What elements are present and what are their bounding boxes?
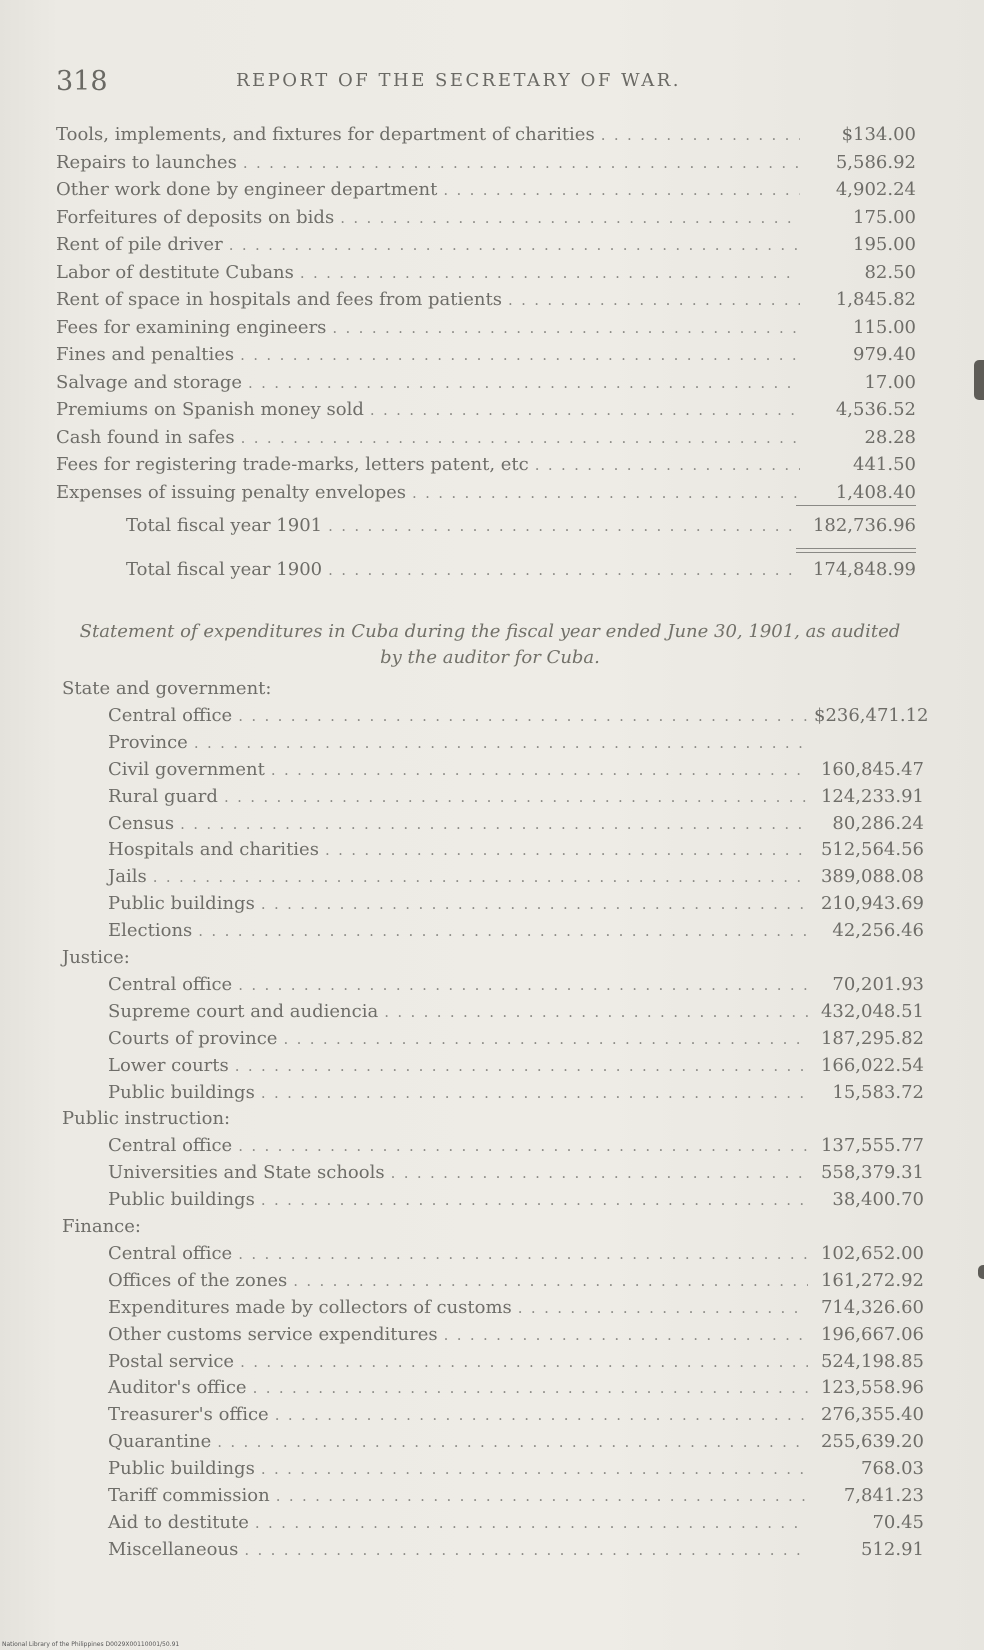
section-heading: Public instruction: bbox=[62, 1108, 231, 1130]
row-label: Expenses of issuing penalty envelopes bbox=[56, 481, 406, 503]
dot-leader bbox=[271, 757, 808, 783]
ledger-row bbox=[108, 784, 924, 810]
row-label: Tools, implements, and fixtures for department of charities bbox=[56, 124, 595, 145]
row-amount: 175.00 bbox=[853, 206, 916, 228]
row-amount: 558,379.31 bbox=[820, 1162, 924, 1184]
row-label: Public buildings bbox=[108, 1081, 255, 1103]
ledger-row bbox=[56, 342, 916, 368]
section-heading: Justice: bbox=[62, 947, 130, 968]
dot-leader bbox=[238, 1241, 808, 1267]
ledger-row bbox=[108, 703, 929, 729]
dot-leader bbox=[180, 811, 808, 837]
row-amount: 389,088.08 bbox=[820, 866, 924, 888]
dot-leader bbox=[261, 1456, 808, 1482]
dot-leader bbox=[229, 232, 800, 258]
row-label: Public buildings bbox=[108, 893, 255, 915]
row-label: Treasurer's office bbox=[108, 1404, 269, 1426]
row-label: Census bbox=[108, 812, 175, 834]
row-amount: 115.00 bbox=[853, 316, 916, 338]
row-label: Supreme court and audiencia bbox=[108, 1000, 379, 1022]
ledger-row bbox=[108, 1510, 924, 1536]
dot-leader bbox=[243, 150, 800, 176]
ledger-row bbox=[108, 1133, 924, 1159]
row-amount: $236,471.12 bbox=[814, 704, 929, 726]
dot-leader bbox=[508, 287, 800, 313]
dot-leader bbox=[253, 1375, 808, 1401]
ledger-row bbox=[108, 757, 924, 783]
row-label: Rent of pile driver bbox=[56, 234, 223, 255]
row-amount: 15,583.72 bbox=[832, 1081, 924, 1103]
row-amount: 441.50 bbox=[853, 454, 916, 475]
ledger-row bbox=[56, 122, 916, 148]
row-amount: 512,564.56 bbox=[820, 839, 924, 861]
row-amount: 7,841.23 bbox=[843, 1485, 924, 1506]
ledger-row bbox=[108, 1026, 924, 1052]
ledger-row bbox=[108, 918, 924, 944]
running-head: REPORT OF THE SECRETARY OF WAR. bbox=[236, 70, 681, 91]
dot-leader bbox=[261, 1187, 808, 1213]
row-label: Cash found in safes bbox=[56, 426, 235, 448]
ledger-row bbox=[108, 1429, 924, 1455]
row-label: Postal service bbox=[108, 1350, 235, 1372]
row-amount: 979.40 bbox=[853, 344, 916, 365]
ledger-row bbox=[126, 557, 916, 583]
row-label: Salvage and storage bbox=[56, 371, 243, 393]
row-amount: 42,256.46 bbox=[832, 920, 924, 942]
table-caption bbox=[60, 619, 920, 671]
ledger-row bbox=[108, 1295, 924, 1321]
row-amount: 166,022.54 bbox=[820, 1054, 924, 1076]
row-amount: 28.28 bbox=[864, 426, 916, 448]
ledger-row bbox=[56, 177, 916, 203]
dot-leader bbox=[235, 1053, 808, 1079]
row-amount: 137,555.77 bbox=[820, 1135, 924, 1157]
row-amount: 210,943.69 bbox=[820, 893, 924, 915]
page-edge-mark bbox=[974, 360, 984, 400]
row-label: Elections bbox=[108, 920, 193, 942]
dot-leader bbox=[194, 730, 808, 756]
row-amount: 768.03 bbox=[861, 1458, 924, 1480]
ledger-row bbox=[108, 999, 924, 1025]
dot-leader bbox=[244, 1537, 808, 1563]
row-amount: 255,639.20 bbox=[820, 1431, 924, 1453]
ledger-row bbox=[108, 1483, 924, 1509]
total-rule bbox=[796, 505, 916, 506]
ledger-row bbox=[108, 1375, 924, 1401]
dot-leader bbox=[240, 342, 800, 368]
ledger-row bbox=[56, 425, 916, 451]
dot-leader bbox=[240, 1349, 808, 1375]
row-label: Quarantine bbox=[108, 1431, 212, 1453]
ledger-row bbox=[108, 1160, 924, 1186]
dot-leader bbox=[412, 480, 800, 506]
ledger-row bbox=[108, 1080, 924, 1106]
row-amount: 82.50 bbox=[864, 261, 916, 283]
ledger-row bbox=[108, 811, 924, 837]
dot-leader bbox=[261, 1080, 808, 1106]
ledger-row bbox=[108, 730, 924, 756]
row-amount: $134.00 bbox=[841, 124, 916, 145]
row-label: Fees for examining engineers bbox=[56, 316, 327, 338]
ledger-row bbox=[56, 397, 916, 423]
dot-leader bbox=[325, 837, 808, 863]
ledger-row bbox=[108, 1349, 924, 1375]
page-edge-mark bbox=[978, 1265, 984, 1279]
row-amount: 714,326.60 bbox=[820, 1296, 924, 1318]
dot-leader bbox=[238, 703, 808, 729]
dot-leader bbox=[255, 1510, 808, 1536]
row-amount: 196,667.06 bbox=[820, 1323, 924, 1345]
row-label: Total fiscal year 1900 bbox=[126, 559, 323, 580]
row-amount: 195.00 bbox=[853, 234, 916, 255]
dot-leader bbox=[261, 891, 808, 917]
ledger-row bbox=[56, 150, 916, 176]
dot-leader bbox=[283, 1026, 808, 1052]
row-label: Civil government bbox=[108, 758, 265, 780]
ledger-row bbox=[108, 1456, 924, 1482]
row-amount: 70.45 bbox=[872, 1511, 924, 1533]
row-amount: 17.00 bbox=[864, 371, 916, 393]
row-label: Universities and State schools bbox=[108, 1162, 385, 1184]
row-label: Auditor's office bbox=[108, 1377, 247, 1399]
ledger-row bbox=[56, 232, 916, 258]
dot-leader bbox=[300, 260, 800, 286]
dot-leader bbox=[443, 177, 800, 203]
row-label: Total fiscal year 1901 bbox=[126, 515, 323, 536]
section-heading: State and government: bbox=[62, 678, 272, 699]
row-label: Rent of space in hospitals and fees from patients bbox=[56, 289, 502, 310]
row-amount: 161,272.92 bbox=[820, 1269, 924, 1291]
row-label: Rural guard bbox=[108, 785, 218, 807]
row-amount: 182,736.96 bbox=[812, 515, 916, 536]
ledger-row bbox=[108, 1537, 924, 1563]
section-heading: Finance: bbox=[62, 1216, 141, 1237]
row-label: Expenditures made by collectors of customs bbox=[108, 1296, 512, 1318]
row-label: Central office bbox=[108, 704, 233, 726]
row-amount: 70,201.93 bbox=[832, 973, 924, 995]
row-label: Fees for registering trade-marks, letters patent, etc bbox=[56, 454, 529, 475]
row-amount: 1,408.40 bbox=[835, 481, 916, 503]
row-amount: 160,845.47 bbox=[820, 758, 924, 780]
dot-leader bbox=[224, 784, 808, 810]
row-amount: 4,536.52 bbox=[835, 399, 916, 420]
row-label: Courts of province bbox=[108, 1027, 278, 1049]
row-label: Labor of destitute Cubans bbox=[56, 261, 294, 283]
dot-leader bbox=[340, 205, 800, 231]
ledger-row bbox=[108, 837, 924, 863]
caption-line-2: by the auditor for Cuba. bbox=[380, 647, 600, 668]
row-amount: 123,558.96 bbox=[820, 1377, 924, 1399]
dot-leader bbox=[535, 452, 800, 478]
row-label: Lower courts bbox=[108, 1054, 229, 1076]
dot-leader bbox=[198, 918, 808, 944]
dot-leader bbox=[328, 557, 800, 583]
dot-leader bbox=[276, 1483, 808, 1509]
ledger-row bbox=[56, 260, 916, 286]
dot-leader bbox=[384, 999, 808, 1025]
row-label: Other customs service expenditures bbox=[108, 1323, 438, 1345]
dot-leader bbox=[238, 1133, 808, 1159]
row-label: Central office bbox=[108, 973, 233, 995]
row-amount: 432,048.51 bbox=[820, 1000, 924, 1022]
row-label: Forfeitures of deposits on bids bbox=[56, 206, 335, 228]
dot-leader bbox=[275, 1402, 808, 1428]
page-number: 318 bbox=[56, 66, 108, 97]
ledger-row bbox=[126, 513, 916, 539]
ledger-row bbox=[56, 315, 916, 341]
ledger-row bbox=[108, 864, 924, 890]
ledger-row bbox=[108, 1268, 924, 1294]
row-amount: 38,400.70 bbox=[832, 1189, 924, 1211]
row-amount: 174,848.99 bbox=[812, 559, 916, 580]
row-label: Province bbox=[108, 731, 188, 753]
ledger-row bbox=[108, 1241, 924, 1267]
library-credit: National Library of the Philippines D0029X00110001/50.91 bbox=[2, 1641, 180, 1648]
caption-line-1: Statement of expenditures in Cuba during the fiscal year ended June 30, 1901, as audited bbox=[79, 621, 901, 642]
dot-leader bbox=[518, 1295, 808, 1321]
dot-leader bbox=[238, 972, 808, 998]
ledger-row bbox=[56, 205, 916, 231]
ledger-row bbox=[56, 480, 916, 506]
dot-leader bbox=[391, 1160, 808, 1186]
ledger-row bbox=[108, 891, 924, 917]
total-double-rule-top bbox=[796, 548, 916, 549]
page-header bbox=[56, 66, 916, 96]
row-label: Aid to destitute bbox=[108, 1511, 249, 1533]
row-amount: 276,355.40 bbox=[820, 1404, 924, 1426]
row-amount: 124,233.91 bbox=[820, 785, 924, 807]
row-label: Offices of the zones bbox=[108, 1269, 288, 1291]
row-label: Public buildings bbox=[108, 1458, 255, 1480]
ledger-row bbox=[108, 1053, 924, 1079]
row-amount: 4,902.24 bbox=[835, 179, 916, 200]
row-amount: 80,286.24 bbox=[832, 812, 924, 834]
row-label: Central office bbox=[108, 1135, 233, 1157]
row-amount: 187,295.82 bbox=[820, 1027, 924, 1049]
ledger-row bbox=[108, 1322, 924, 1348]
total-double-rule-bottom bbox=[796, 552, 916, 553]
dot-leader bbox=[293, 1268, 808, 1294]
row-amount: 1,845.82 bbox=[835, 289, 916, 310]
dot-leader bbox=[444, 1322, 808, 1348]
dot-leader bbox=[153, 864, 808, 890]
ledger-row bbox=[108, 1402, 924, 1428]
dot-leader bbox=[241, 425, 800, 451]
row-label: Central office bbox=[108, 1242, 233, 1264]
row-label: Premiums on Spanish money sold bbox=[56, 399, 364, 420]
ledger-row bbox=[108, 1187, 924, 1213]
row-amount: 5,586.92 bbox=[835, 151, 916, 173]
ledger-row bbox=[56, 452, 916, 478]
row-label: Fines and penalties bbox=[56, 344, 235, 365]
dot-leader bbox=[370, 397, 800, 423]
dot-leader bbox=[601, 122, 800, 148]
row-label: Tariff commission bbox=[108, 1485, 270, 1506]
dot-leader bbox=[248, 370, 800, 396]
row-label: Jails bbox=[108, 866, 147, 888]
dot-leader bbox=[217, 1429, 808, 1455]
dot-leader bbox=[332, 315, 800, 341]
row-label: Other work done by engineer department bbox=[56, 179, 438, 200]
row-amount: 102,652.00 bbox=[820, 1242, 924, 1264]
dot-leader bbox=[328, 513, 800, 539]
ledger-row bbox=[56, 287, 916, 313]
row-label: Public buildings bbox=[108, 1189, 255, 1211]
ledger-row bbox=[108, 972, 924, 998]
row-amount: 512.91 bbox=[861, 1538, 924, 1560]
row-label: Repairs to launches bbox=[56, 151, 237, 173]
row-label: Miscellaneous bbox=[108, 1538, 239, 1560]
row-amount: 524,198.85 bbox=[820, 1350, 924, 1372]
ledger-row bbox=[56, 370, 916, 396]
row-label: Hospitals and charities bbox=[108, 839, 319, 861]
